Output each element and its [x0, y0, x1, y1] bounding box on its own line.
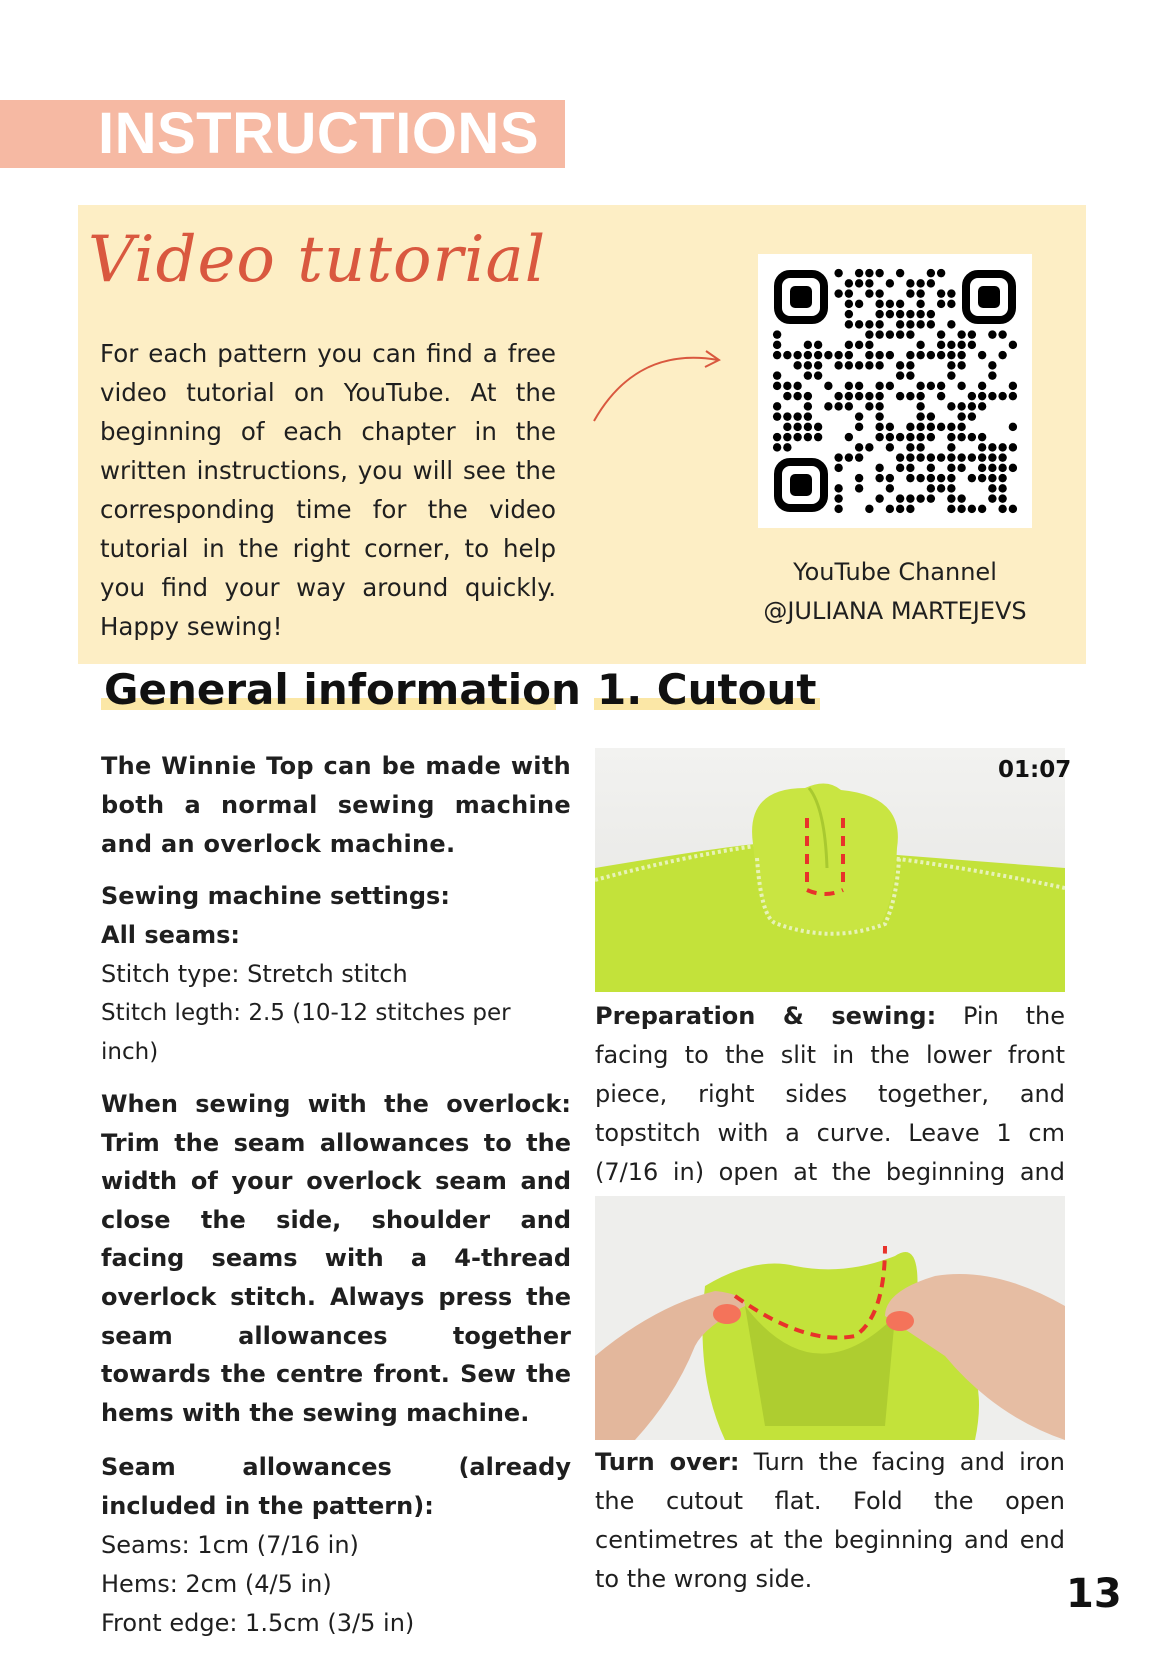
allowance-seams: Seams: 1cm (7/16 in)	[101, 1531, 359, 1560]
allowance-front-edge: Front edge: 1.5cm (3/5 in)	[101, 1609, 415, 1638]
turn-over-body: Turn the facing and iron the cutout flat. Fold the open centimetres at the beginning and end to the wrong side.	[595, 1448, 1065, 1593]
video-tutorial-text: For each pattern you can find a free video tutorial on YouTube. At the beginning of each chapter in the written instructions, you will see the corresponding time for the video tutorial in the right corner, to help you find your way around quickly. Happy sewing!	[100, 339, 556, 641]
overlock-instructions: When sewing with the overlock: Trim the seam allowances to the width of your overlock seam and close the side, shoulder and facing seams with a 4-thread overlock stitch. Always press the seam allowances together towards the centre front. Sew the hems with the sewing machine.	[101, 1090, 571, 1427]
video-tutorial-title: Video tutorial	[88, 223, 547, 297]
general-intro: The Winnie Top can be made with both a normal sewing machine and an overlock machine.	[101, 752, 571, 858]
channel-handle: @JULIANA MARTEJEVS	[763, 597, 1027, 625]
cutout-photo-sewing	[595, 748, 1065, 992]
turn-over-label: Turn over:	[595, 1448, 740, 1476]
qr-code[interactable]	[758, 254, 1032, 528]
video-timestamp: 01:07	[998, 757, 1072, 783]
page-number: 13	[1066, 1571, 1122, 1617]
preparation-body: Pin the facing to the slit in the lower front piece, right sides together, and topstitch with a curve. Leave 1 cm (7/16 in) open at the beginning and	[595, 1002, 1065, 1186]
settings-heading: Sewing machine settings:	[101, 882, 450, 910]
cutout-photo-turn-over	[595, 1196, 1065, 1440]
all-seams-label: All seams:	[101, 921, 241, 949]
stitch-length: Stitch legth: 2.5 (10-12 stitches per inch)	[101, 1000, 511, 1065]
preparation-label: Preparation & sewing:	[595, 1002, 937, 1030]
allowances-heading: Seam allowances (already included in the pattern):	[101, 1453, 571, 1521]
general-info-heading: General information	[104, 665, 581, 714]
allowance-hems: Hems: 2cm (4/5 in)	[101, 1570, 332, 1599]
general-info-body	[101, 747, 571, 1643]
stitch-type: Stitch type: Stretch stitch	[101, 960, 408, 988]
turn-over-text	[595, 1443, 1065, 1599]
page-title: INSTRUCTIONS	[98, 101, 539, 166]
arrow-icon	[590, 345, 725, 425]
cutout-heading: 1. Cutout	[597, 665, 817, 714]
channel-label: YouTube Channel	[793, 558, 997, 586]
youtube-channel	[750, 553, 1040, 631]
qr-code-icon	[772, 268, 1018, 514]
